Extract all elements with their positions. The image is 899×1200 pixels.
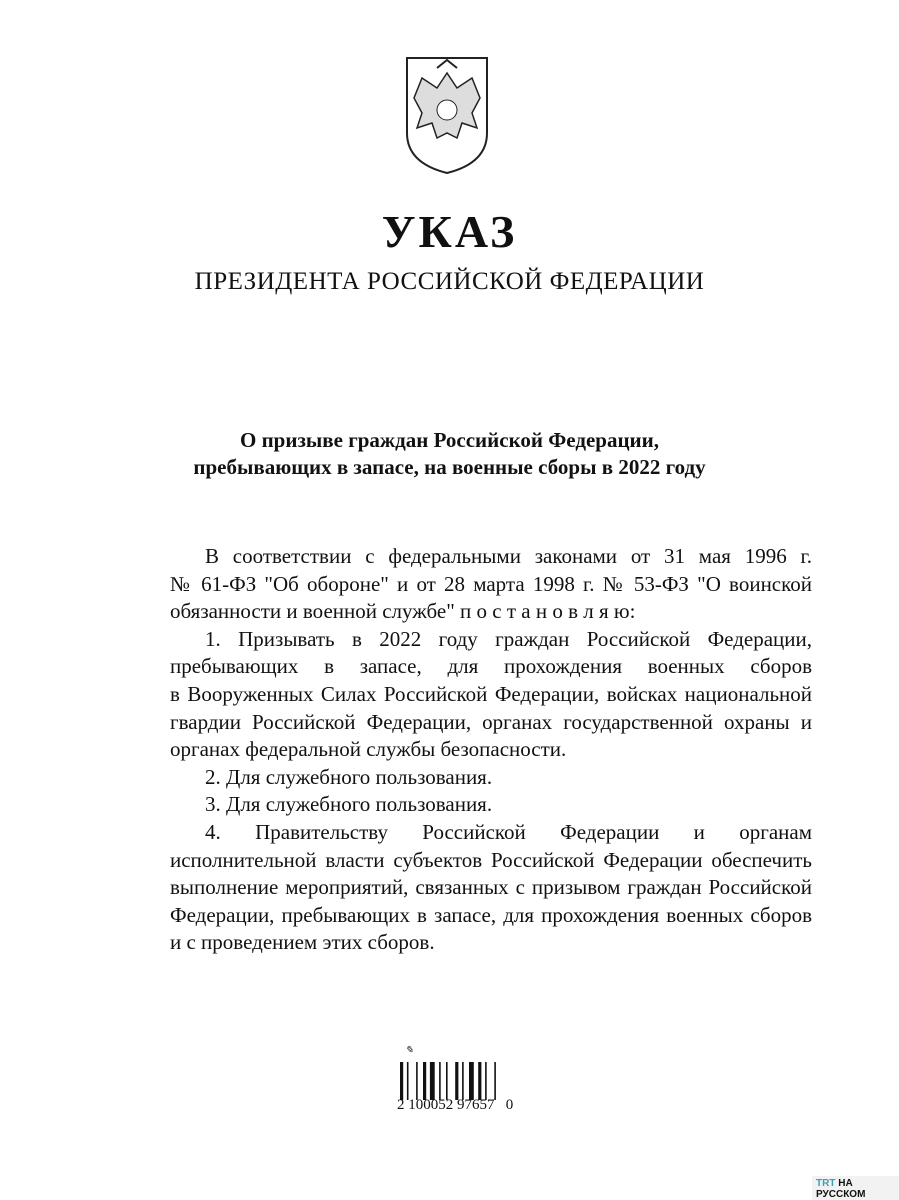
body-line: В соответствии с федеральными законами от 31 мая 1996 г. xyxy=(205,544,812,568)
body-line: органах федеральной службы безопасности. xyxy=(170,737,567,762)
document-subtitle: ПРЕЗИДЕНТА РОССИЙСКОЙ ФЕДЕРАЦИИ xyxy=(194,268,705,295)
document-title: УКАЗ xyxy=(381,206,518,257)
body-line: 1. Призывать в 2022 году граждан Российской Федерации, xyxy=(205,626,812,651)
logo-trt: TRT xyxy=(816,1178,836,1189)
body-line: обязанности и военной службе" п о с т а н о в л я ю: xyxy=(170,599,636,624)
body-line: 2. Для служебного пользования. xyxy=(205,764,493,789)
barcode-bar xyxy=(439,1062,441,1100)
body-line: 3. Для служебного пользования. xyxy=(205,792,493,817)
coat-of-arms-icon xyxy=(392,38,502,178)
barcode-bar xyxy=(478,1062,481,1100)
decree-heading-line: пребывающих в запасе, на военные сборы в 2022 году xyxy=(193,455,706,479)
body-line: 4. Правительству Российской Федерации и органам xyxy=(205,819,812,844)
barcode-number: 2 100052 97657 0 xyxy=(397,1097,514,1113)
body-line: № 61-ФЗ "Об обороне" и от 28 марта 1998 г. № 53-ФЗ "О воинской xyxy=(170,571,812,596)
barcode-bar xyxy=(407,1062,409,1100)
trt-watermark-logo xyxy=(812,1176,899,1200)
barcode-bar xyxy=(446,1062,448,1100)
logo-text: НА РУССКОМ xyxy=(816,1178,866,1200)
body-line: и с проведением этих сборов. xyxy=(170,930,435,955)
barcode-bar xyxy=(416,1062,418,1100)
barcode-bar xyxy=(430,1062,435,1100)
barcode-bar xyxy=(455,1062,458,1100)
barcode-bar xyxy=(400,1062,403,1100)
barcode xyxy=(398,1062,518,1102)
body-line: выполнение мероприятий, связанных с призывом граждан Российской xyxy=(170,875,812,900)
barcode-bar xyxy=(469,1062,474,1100)
barcode-bar xyxy=(485,1062,487,1100)
body-line: в Вооруженных Силах Российской Федерации, войсках национальной xyxy=(170,681,812,706)
barcode-bar xyxy=(494,1062,496,1100)
decree-body xyxy=(170,543,812,957)
barcode-bar xyxy=(462,1062,464,1100)
body-line: гвардии Российской Федерации, органах государственной охраны и xyxy=(170,709,812,734)
signature-mark: ✎ xyxy=(405,1045,414,1056)
body-line: исполнительной власти субъектов Российской Федерации обеспечить xyxy=(170,847,812,872)
body-line: пребывающих в запасе, для прохождения военных сборов xyxy=(170,654,812,679)
decree-heading-line: О призыве граждан Российской Федерации, xyxy=(239,428,659,452)
body-line: Федерации, пребывающих в запасе, для прохождения военных сборов xyxy=(170,902,812,927)
barcode-bar xyxy=(423,1062,426,1100)
